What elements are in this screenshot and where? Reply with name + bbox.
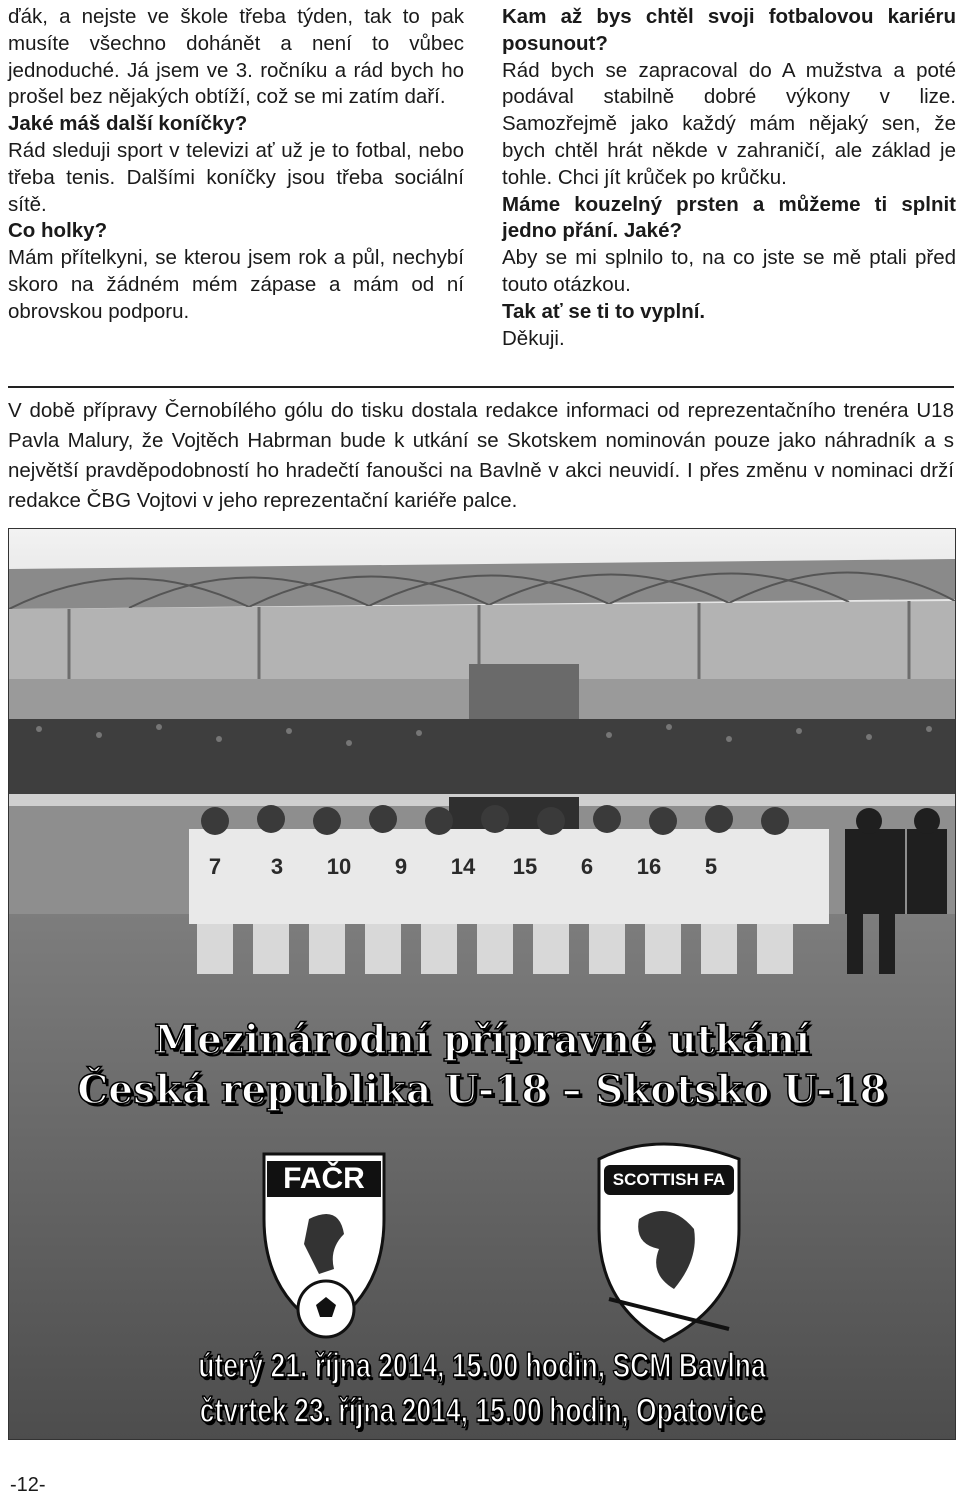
answer-text: ďák, a nejste ve škole třeba týden, tak to pak musíte všechno dohánět a není to vůbec jednoduché. Já jsem ve 3. ročníku a rád bych ho prošel bez nějakých obtíží, což se mi zatím daří. — [8, 5, 464, 109]
shirt-number: 9 — [394, 854, 408, 879]
player-line — [189, 805, 829, 974]
scottish-fa-logo-text: SCOTTISH FA — [612, 1170, 726, 1189]
answer-text: Mám přítelkyni, se kterou jsem rok a půl, nechybí skoro na žádném mém zápase a mám od ní obrovskou podporu. — [8, 246, 464, 323]
shirt-number: 5 — [704, 854, 718, 879]
shirt-number: 7 — [208, 854, 222, 879]
match-poster — [8, 528, 956, 1440]
shirt-number: 3 — [270, 854, 284, 879]
facr-logo-text: FAČR — [283, 1162, 365, 1195]
editorial-notice — [8, 396, 954, 516]
answer-text: Rád bych se zapracoval do A mužstva a poté podával stabilně dobré výkony v lize. Samozřejmě jako každý mám nějaký sen, že bych chtěl hrát někde v zahraničí, ale základ je tohle. Chci jít krůček po krůčku. — [502, 58, 956, 189]
stadium-photo — [9, 529, 955, 1439]
shirt-number: 15 — [512, 854, 538, 879]
page-number: -12- — [10, 1474, 46, 1496]
left-column — [8, 4, 464, 326]
right-column — [502, 4, 956, 352]
match-date-2: čtvrtek 23. října 2014, 15.00 hodin, Opatovice — [199, 1392, 765, 1430]
notice-text: V době přípravy Černobílého gólu do tisku dostala redakce informaci od reprezentačního trenéra U18 Pavla Malury, že Vojtěch Habrman bude k utkání se Skotskem nominován pouze jako náhradník a s největší pravděpodobností ho hradečtí fanoušci na Bavlně v akci neuvidí. I přes změnu v nominaci drží redakce ČBG Vojtovi v jeho reprezentační kariéře palce. — [8, 399, 954, 512]
match-date-1: úterý 21. října 2014, 15.00 hodin, SCM Bavlna — [198, 1347, 766, 1385]
shirt-number: 10 — [326, 854, 352, 879]
poster-headline-1: Mezinárodní přípravné utkání — [153, 1017, 811, 1063]
answer-text: Rád sleduji sport v televizi ať už je to fotbal, nebo třeba tenis. Dalšími koníčky jsou třeba sociální sítě. — [8, 138, 464, 216]
answer-text: Aby se mi splnilo to, na co jste se mě ptali před touto otázkou. — [502, 246, 956, 296]
question-text: Co holky? — [8, 219, 108, 243]
section-divider — [8, 386, 954, 388]
question-text: Tak ať se ti to vyplní. — [502, 299, 706, 323]
question-text: Máme kouzelný prsten a můžeme ti splnit jedno přání. Jaké? — [502, 192, 956, 243]
question-text: Kam až bys chtěl svoji fotbalovou kariéru posunout? — [502, 5, 956, 55]
crowd — [9, 719, 955, 794]
question-text: Jaké máš další koníčky? — [8, 112, 248, 136]
answer-text: Děkuji. — [502, 326, 565, 350]
shirt-number: 16 — [636, 854, 662, 879]
shirt-number: 14 — [450, 854, 476, 879]
poster-headline-2: Česká republika U-18 – Skotsko U-18 — [77, 1067, 887, 1113]
shirt-number: 6 — [580, 854, 594, 879]
